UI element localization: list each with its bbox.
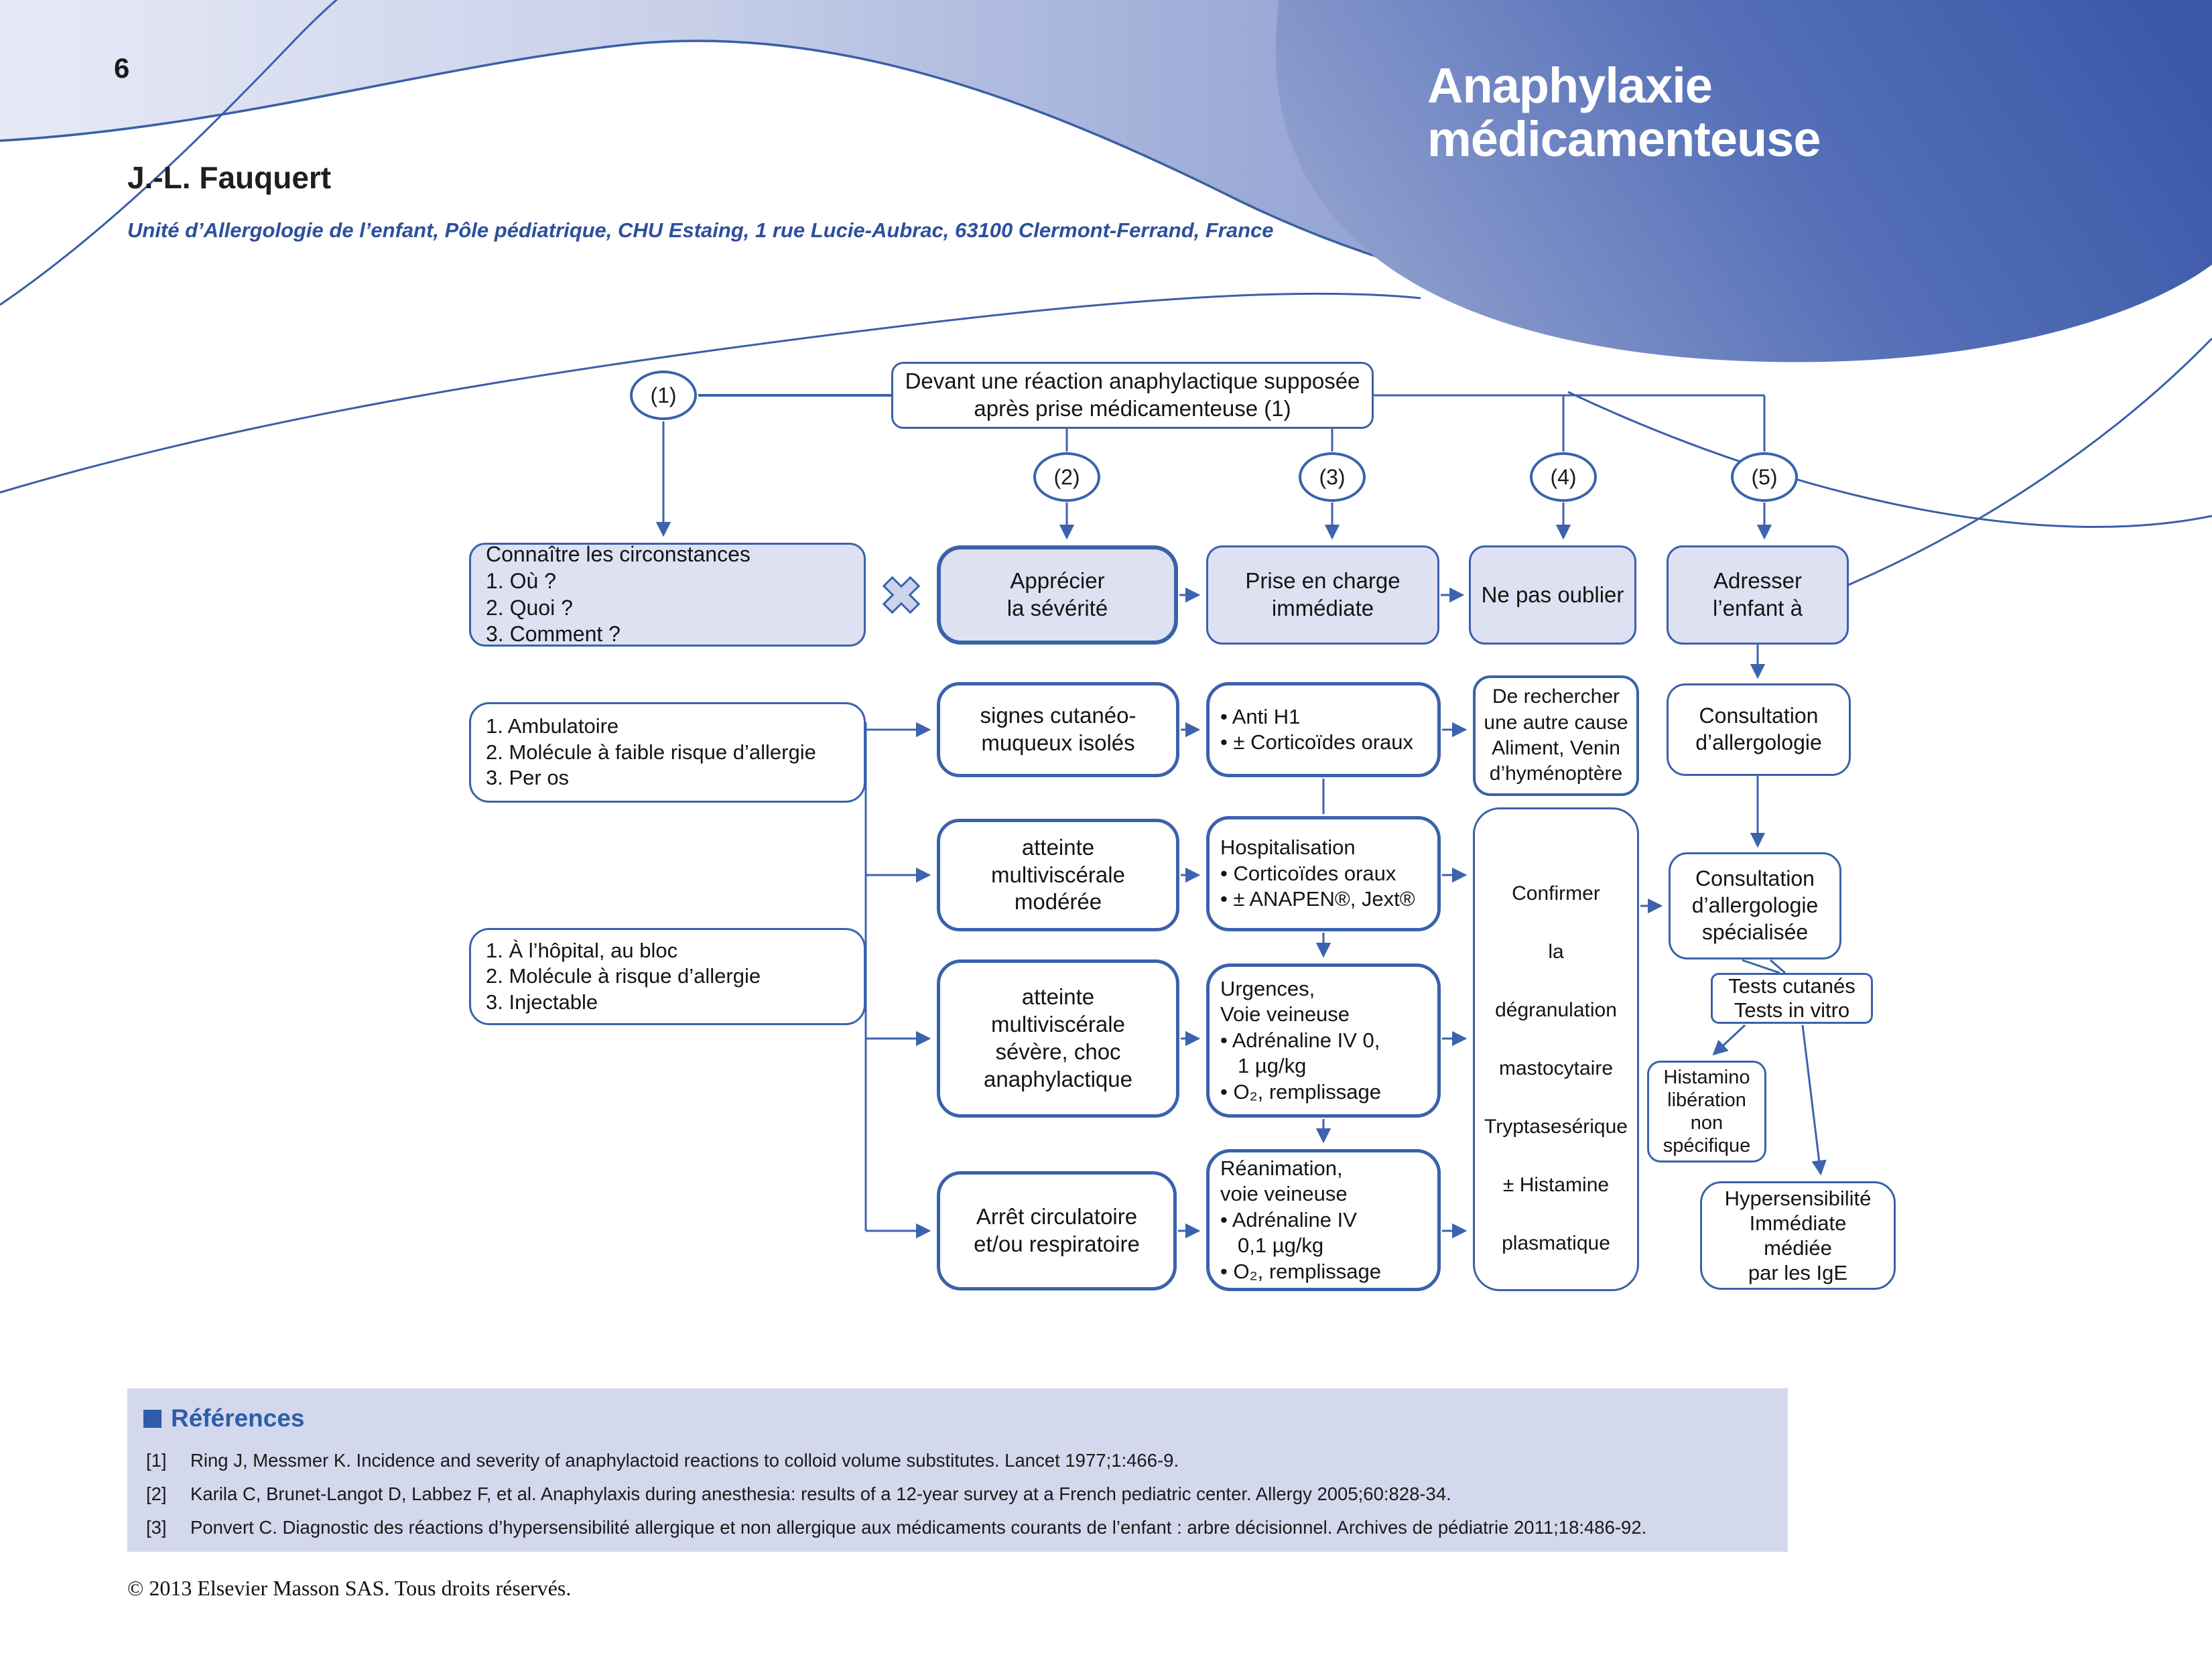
reference-item: [1] Ring J, Messmer K. Incidence and severity of anaphylactoid reactions to colloid volume substitutes. Lancet 1977;1:466-9. xyxy=(146,1450,1179,1471)
node-root xyxy=(891,362,1374,429)
node-anti-h1: • Anti H1 • ± Corticoïdes oraux xyxy=(1206,682,1441,777)
node-rechercher-autre-cause: De rechercher une autre cause Aliment, Venin d’hyménoptère xyxy=(1473,675,1639,796)
node-consultation-specialisee: Consultation d’allergologie spécialisée xyxy=(1669,852,1841,959)
square-bullet-icon xyxy=(143,1410,161,1428)
node-root-line: Devant une réaction anaphylactique supposée xyxy=(905,369,1360,394)
x-decoration-icon xyxy=(874,568,927,621)
affiliation: Unité d’Allergologie de l’enfant, Pôle pédiatrique, CHU Estaing, 1 rue Lucie-Aubrac, 63100 Clermont-Ferrand, France xyxy=(127,218,1274,242)
node-apprecier: Apprécier la sévérité xyxy=(937,545,1178,645)
author-name: J.-L. Fauquert xyxy=(127,160,332,195)
reference-item: [2] Karila C, Brunet-Langot D, Labbez F, et al. Anaphylaxis during anesthesia: results of a 12-year survey at a French pediatric center. Allergy 2005;60:828-34. xyxy=(146,1483,1451,1504)
marker-circle-3: (3) xyxy=(1299,452,1366,502)
node-arret: Arrêt circulatoire et/ou respiratoire xyxy=(937,1171,1177,1290)
marker-circle-2: (2) xyxy=(1033,452,1100,502)
node-connaitre: Connaître les circonstances 1. Où ? 2. Quoi ? 3. Comment ? xyxy=(469,543,866,647)
node-atteinte-severe: atteinte multiviscérale sévère, choc anaphylactique xyxy=(937,959,1179,1118)
reference-item: [3] Ponvert C. Diagnostic des réactions d’hypersensibilité allergique et non allergique aux médicaments courants de l’enfant : arbre décisionnel. Archives de pédiatrie 2011;18:486-92. xyxy=(146,1517,1647,1538)
node-confirmer-degranulation: Confirmer la dégranulation mastocytaire Tryptasesérique ± Histamine plasmatique xyxy=(1473,807,1639,1291)
node-ambulatoire: 1. Ambulatoire 2. Molécule à faible risque d’allergie 3. Per os xyxy=(469,702,866,803)
references-title: Références xyxy=(171,1404,305,1432)
node-tests: Tests cutanés Tests in vitro xyxy=(1711,973,1873,1024)
node-adresser: Adresser l’enfant à xyxy=(1667,545,1849,645)
node-reanimation: Réanimation, voie veineuse • Adrénaline IV 0,1 µg/kg • O₂, remplissage xyxy=(1206,1149,1441,1291)
node-hopital: 1. À l’hôpital, au bloc 2. Molécule à risque d’allergie 3. Injectable xyxy=(469,928,866,1025)
node-hospitalisation: Hospitalisation • Corticoïdes oraux • ± ANAPEN®, Jext® xyxy=(1206,816,1441,931)
node-atteinte-moderee: atteinte multiviscérale modérée xyxy=(937,819,1179,931)
references-panel xyxy=(127,1388,1788,1552)
page-number: 6 xyxy=(114,52,130,84)
node-hypersensibilite-ige: Hypersensibilité Immédiate médiée par les IgE xyxy=(1700,1181,1896,1290)
marker-circle-1: (1) xyxy=(630,371,697,420)
references-heading xyxy=(143,1404,305,1433)
node-prise-en-charge: Prise en charge immédiate xyxy=(1206,545,1439,645)
node-histamino-liberation: Histamino libération non spécifique xyxy=(1647,1061,1766,1162)
node-urgences: Urgences, Voie veineuse • Adrénaline IV 0, 1 µg/kg • O₂, remplissage xyxy=(1206,964,1441,1118)
marker-circle-4: (4) xyxy=(1530,452,1597,502)
node-ne-pas-oublier: Ne pas oublier xyxy=(1469,545,1636,645)
title-line-2: médicamenteuse xyxy=(1427,111,1821,167)
node-consultation-allergologie: Consultation d’allergologie xyxy=(1667,683,1851,776)
title-line-1: Anaphylaxie xyxy=(1427,58,1712,113)
node-signes-cutaneo: signes cutanéo- muqueux isolés xyxy=(937,682,1179,777)
marker-circle-5: (5) xyxy=(1731,452,1798,502)
copyright-line: © 2013 Elsevier Masson SAS. Tous droits réservés. xyxy=(127,1576,572,1600)
node-root-line: après prise médicamenteuse (1) xyxy=(974,396,1291,421)
